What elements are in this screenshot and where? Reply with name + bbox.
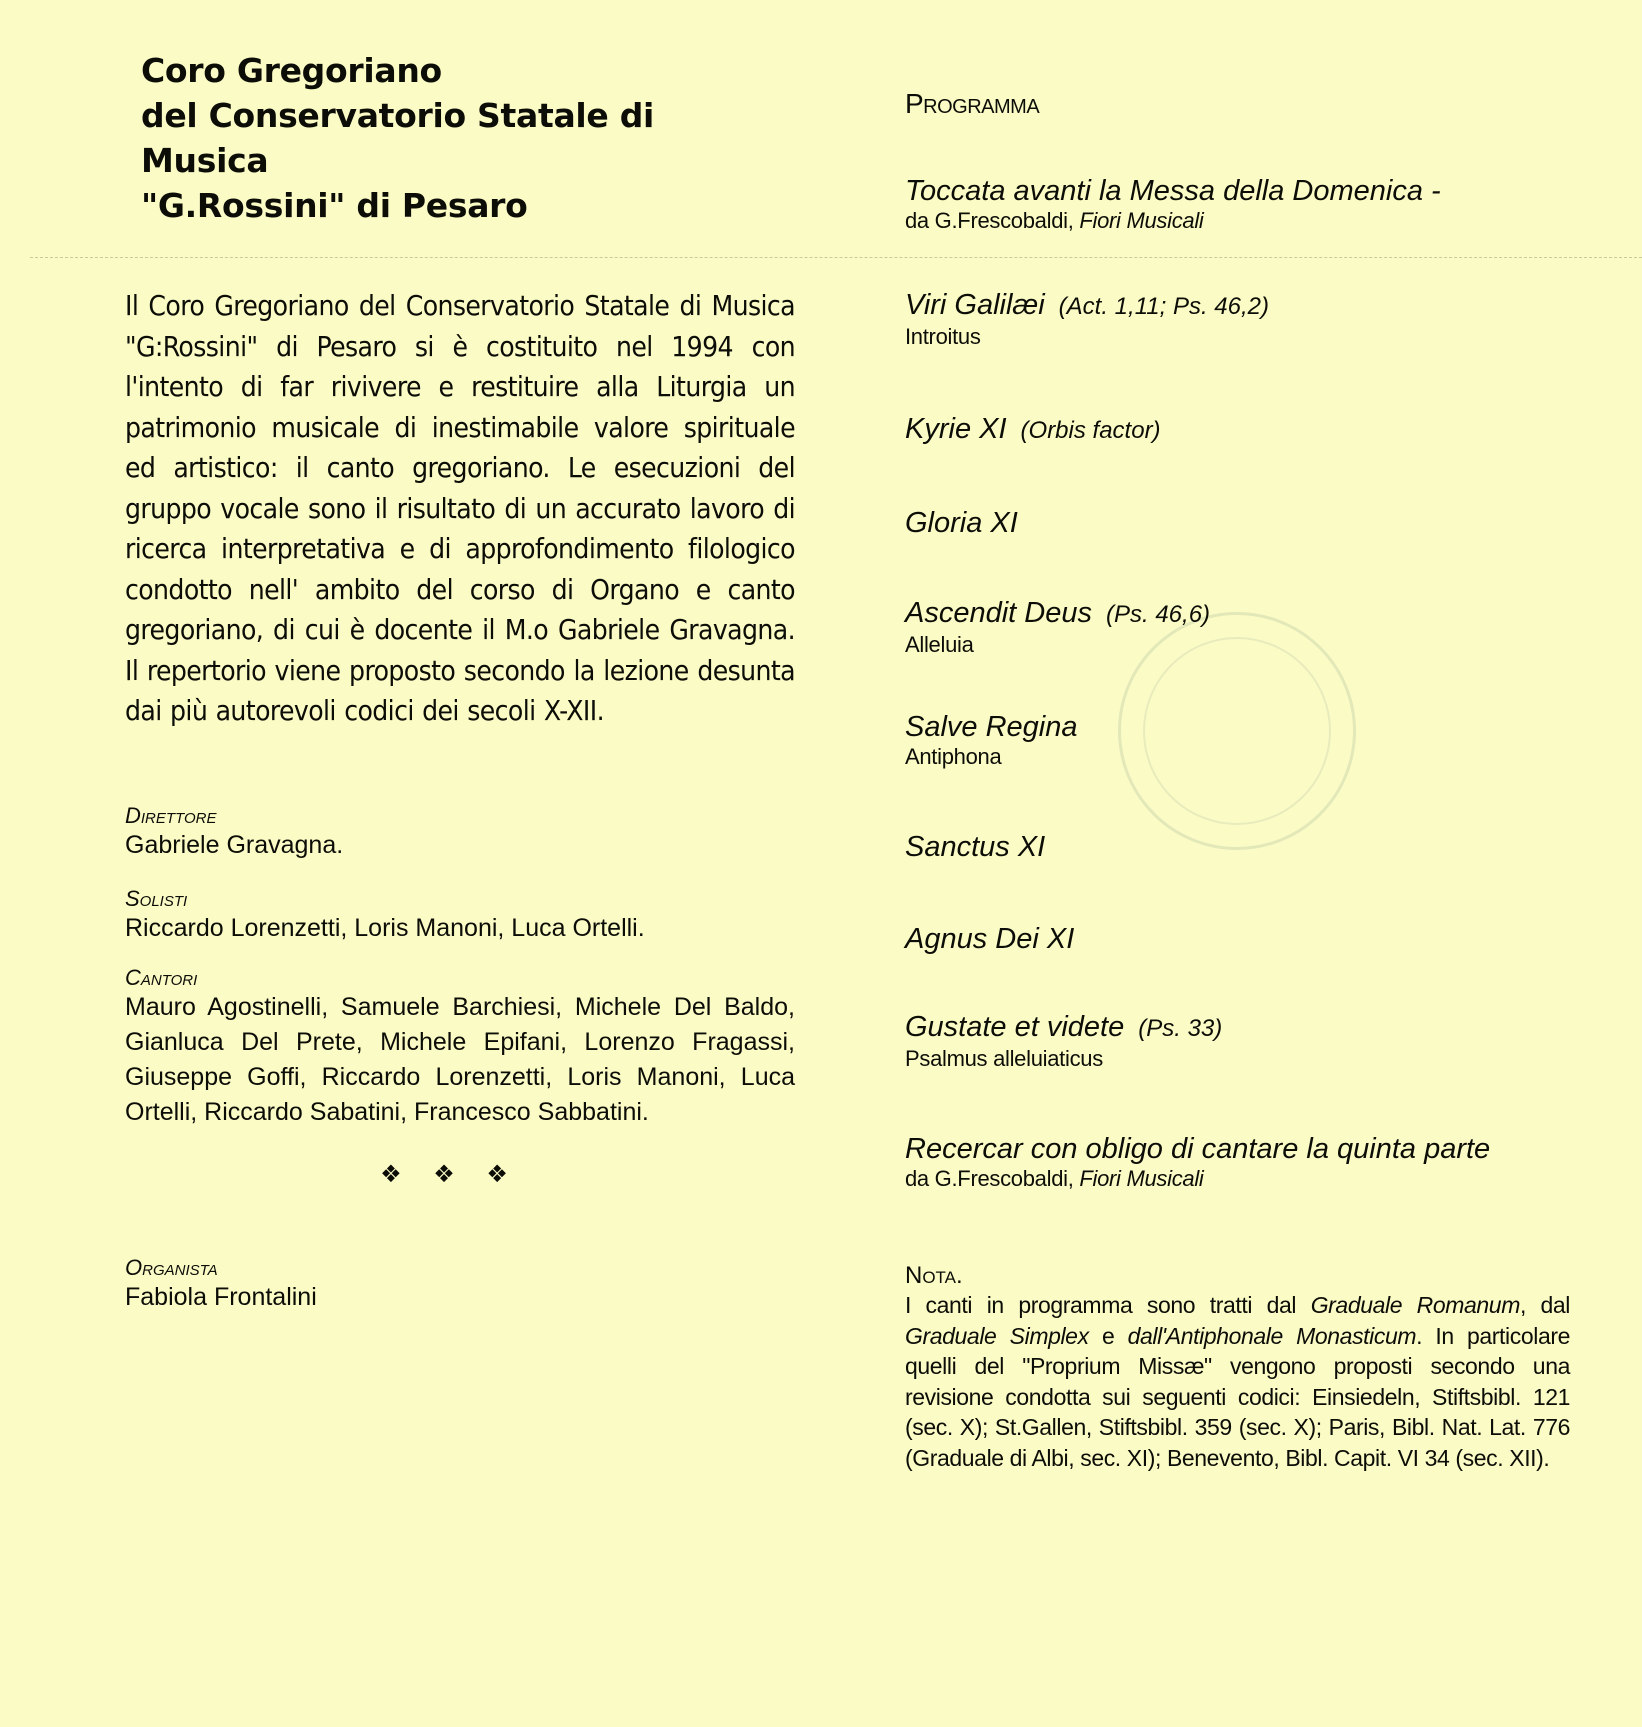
programme-heading: Programma bbox=[905, 88, 1040, 119]
piece-title: Kyrie XI bbox=[905, 413, 1007, 445]
programme-item-title bbox=[905, 1010, 1570, 1046]
note-fragment: I canti in programma sono tratti dal bbox=[905, 1292, 1311, 1318]
director-name: Gabriele Gravagna. bbox=[125, 830, 344, 859]
intro-paragraph: Il Coro Gregoriano del Conservatorio Statale di Musica "G:Rossini" di Pesaro si è costituito nel 1994 con l'intento di far rivivere e restituire alla Liturgia un patrimonio musicale di inestimabile valore spirituale ed artistico: il canto gregoriano. Le esecuzioni del gruppo vocale sono il risultato di un accurato lavoro di ricerca interpretativa e di approfondimento filologico condotto nell' ambito del corso di Organo e canto gregoriano, di cui è docente il M.o Gabriele Gravagna. Il repertorio viene proposto secondo la lezione desunta dai più autorevoli codici dei secoli X-XII. bbox=[125, 289, 795, 727]
piece-title: Sanctus XI bbox=[905, 831, 1046, 863]
piece-title: Gustate et videte bbox=[905, 1011, 1125, 1043]
programme-item-title bbox=[905, 174, 1570, 208]
note-heading: Nota. bbox=[905, 1262, 963, 1289]
source-title: Graduale Simplex bbox=[905, 1322, 1089, 1349]
piece-title: Ascendit Deus bbox=[905, 597, 1092, 629]
organist-name: Fabiola Frontalini bbox=[125, 1282, 317, 1311]
programme-item-title bbox=[905, 506, 1570, 540]
piece-title: Toccata avanti la Messa della Domenica - bbox=[905, 175, 1441, 207]
programme-item-title bbox=[905, 596, 1570, 632]
piece-reference: (Orbis factor) bbox=[1020, 417, 1161, 444]
singers-label: Cantori bbox=[125, 964, 198, 990]
ornament-divider-icon: ❖ ❖ ❖ bbox=[380, 1159, 520, 1188]
singers-names: Mauro Agostinelli, Samuele Barchiesi, Michele Del Baldo, Gianluca Del Prete, Michele Epifani, Lorenzo Fragassi, Giuseppe Goffi, Riccardo Lorenzetti, Loris Manoni, Luca Ortelli, Riccardo Sabatini, Francesco Sabbatini. bbox=[125, 992, 795, 1126]
left-column bbox=[125, 48, 795, 1315]
programme-item-title bbox=[905, 710, 1570, 744]
right-column bbox=[905, 88, 1570, 1473]
programme-list bbox=[905, 174, 1570, 1192]
programme-item-title bbox=[905, 412, 1570, 448]
piece-reference: (Ps. 33) bbox=[1138, 1015, 1223, 1042]
note-text bbox=[905, 1290, 1570, 1473]
piece-reference: (Ps. 46,6) bbox=[1106, 601, 1211, 628]
choir-title bbox=[141, 48, 795, 228]
programme-item-title bbox=[905, 288, 1570, 324]
piece-subtitle: da G.Frescobaldi, Fiori Musicali bbox=[905, 1166, 1204, 1191]
piece-subtitle: Antiphona bbox=[905, 744, 1002, 769]
programme-item bbox=[905, 710, 1570, 770]
piece-title: Gloria XI bbox=[905, 507, 1018, 539]
note-fragment: e bbox=[1088, 1322, 1128, 1349]
programme-item bbox=[905, 1010, 1570, 1072]
director-section bbox=[125, 804, 795, 863]
programme-item bbox=[905, 288, 1570, 350]
note-fragment: . In particolare quelli del "Proprium Missæ" vengono proposti secondo una revisione condotta sui seguenti codici: Einsiedeln, Stiftsbibl. 121 (sec. X); St.Gallen, Stiftsbibl. 359 (sec. X); Paris, Bibl. Nat. Lat. 776 (Graduale di Albi, sec. XI); Benevento, Bibl. Capit. VI 34 (sec. XII). bbox=[905, 1322, 1570, 1471]
programme-item bbox=[905, 174, 1570, 234]
piece-reference: (Act. 1,11; Ps. 46,2) bbox=[1058, 293, 1269, 320]
programme-item bbox=[905, 506, 1570, 540]
piece-title: Recercar con obligo di cantare la quinta parte bbox=[905, 1133, 1491, 1165]
programme-item bbox=[905, 1132, 1570, 1192]
organist-label: Organista bbox=[125, 1254, 218, 1280]
piece-subtitle: Psalmus alleluiaticus bbox=[905, 1046, 1103, 1071]
piece-title: Agnus Dei XI bbox=[905, 923, 1075, 955]
soloists-section bbox=[125, 887, 795, 946]
programme-item bbox=[905, 830, 1570, 864]
director-label: Direttore bbox=[125, 802, 217, 828]
soloists-names: Riccardo Lorenzetti, Loris Manoni, Luca Ortelli. bbox=[125, 913, 645, 942]
title-line: del Conservatorio Statale di bbox=[141, 96, 655, 135]
piece-subtitle: Introitus bbox=[905, 324, 981, 349]
organist-section bbox=[125, 1256, 795, 1315]
title-line: "G.Rossini" di Pesaro bbox=[141, 186, 528, 225]
title-line: Musica bbox=[141, 141, 269, 180]
piece-title: Salve Regina bbox=[905, 711, 1078, 743]
title-line: Coro Gregoriano bbox=[141, 51, 442, 90]
source-title: dall'Antiphonale Monasticum bbox=[1127, 1322, 1417, 1349]
piece-title: Viri Galilæi bbox=[905, 289, 1045, 321]
soloists-label: Solisti bbox=[125, 885, 188, 911]
piece-subtitle: Alleluia bbox=[905, 632, 974, 657]
programme-item-title bbox=[905, 830, 1570, 864]
programme-item bbox=[905, 412, 1570, 448]
source-title: Graduale Romanum bbox=[1310, 1292, 1520, 1318]
piece-subtitle: da G.Frescobaldi, Fiori Musicali bbox=[905, 208, 1204, 233]
programme-item bbox=[905, 596, 1570, 658]
singers-section bbox=[125, 966, 795, 1130]
programme-item-title bbox=[905, 1132, 1570, 1166]
programme-item bbox=[905, 922, 1570, 956]
programme-item-title bbox=[905, 922, 1570, 956]
note-fragment: , dal bbox=[1519, 1292, 1571, 1318]
